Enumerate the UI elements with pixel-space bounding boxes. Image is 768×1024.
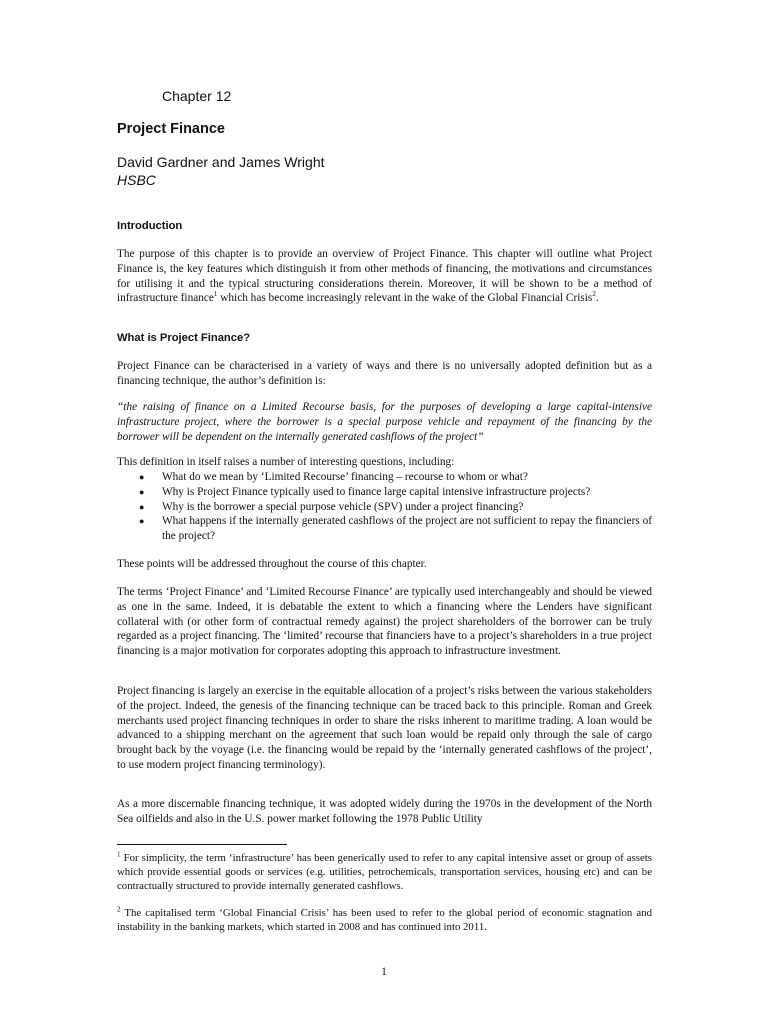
list-item: ● Why is Project Finance typically used to finance large capital intensive infrastructure projects? (139, 485, 591, 498)
footnote-2: $^2$ The capitalised term ‘Global Financial Crisis’ has been used to refer to the global period of economic stagnation and instability in the banking markets, which started in 2008 and has continued into 2011. (117, 905, 652, 933)
bullet-icon: ● (139, 486, 145, 497)
chapter-title: Project Finance (117, 121, 225, 137)
points-addressed-paragraph: These points will be addressed throughout the course of this chapter. (117, 558, 427, 570)
page-number: 1 (381, 966, 387, 978)
footnote-1: $^1$ For simplicity, the term ‘infrastructure’ has been generically used to refer to any capital intensive asset or group of assets which provide essential goods or services (e.g. utilities, petrochemicals, transportation services, housing etc) and can be contractually structured to provide internally generated cashflows. (117, 850, 652, 892)
bullet-icon: ● (139, 501, 145, 512)
list-item: ● Why is the borrower a special purpose vehicle (SPV) under a project financing? (139, 500, 524, 513)
bullet-icon: ● (139, 516, 145, 527)
footnote-ref-2: 2 (592, 290, 596, 299)
bullet-icon: ● (139, 472, 145, 482)
definition-quote: “the raising of finance on a Limited Recourse basis, for the purposes of developing a large capital-intensive infrastructure project, where the borrower is a special purpose vehicle and repayment of the financing by the borrower will be dependent on the internally generated cashflows of the project” (117, 401, 652, 443)
section-heading-introduction: Introduction (117, 220, 183, 232)
authors: David Gardner and James Wright (117, 154, 325, 170)
intro-text-3: . (595, 292, 599, 305)
chapter-label: Chapter 12 (162, 88, 232, 104)
history-paragraph: As a more discernable financing technique, it was adopted widely during the 1970s in the development of the North Sea oilfields and also in the U.S. power market following the 1978 Public Utility (117, 798, 652, 825)
questions-list (117, 470, 652, 544)
questions-intro: This definition in itself raises a number of interesting questions, including: (117, 456, 455, 468)
definition-intro-paragraph: Project Finance can be characterised in a variety of ways and there is no universally adopted definition but as a financing technique, the author’s definition is: (117, 360, 652, 387)
list-item: ● What happens if the internally generated cashflows of the project are not sufficient to repay the financiers of the project? (139, 515, 652, 543)
risk-allocation-paragraph: Project financing is largely an exercise in the equitable allocation of a project’s risks between the various stakeholders of the project. Indeed, the genesis of the financing technique can be traced back to this principle. Roman and Greek merchants used project financing techniques in order to share the risks inherent to maritime trading. A loan would be advanced to a shipping merchant on the agreement that such loan would be repaid only through the sale of cargo brought back by the voyage (i.e. the financing would be repaid by the ‘internally generated cashflows of the project’, to use modern project financing terminology). (117, 685, 652, 771)
footnote-divider (117, 844, 287, 845)
list-item: ● What do we mean by ‘Limited Recourse’ financing – recourse to whom or what? (139, 471, 528, 483)
introduction-paragraph (117, 247, 652, 306)
footnote-ref-1: 1 (213, 290, 218, 299)
limited-recourse-paragraph: The terms ‘Project Finance’ and ‘Limited Recourse Finance’ are typically used interchangeably and should be viewed as one in the same. Indeed, it is debatable the extent to which a financing where the Lenders have significant collateral with (or other form of contractual remedy against) the project shareholders of the borrower can be truly regarded as a project financing. The ‘limited’ recourse that financiers have to a project’s shareholders in a true project financing is a major motivation for corporates adopting this approach to infrastructure investment. (117, 586, 652, 658)
section-heading-what-is: What is Project Finance? (117, 332, 251, 344)
organization: HSBC (117, 172, 156, 188)
intro-text-2: which has become increasingly relevant in the wake of the Global Financial Crisis (217, 292, 593, 305)
intro-text-1: The purpose of this chapter is to provide an overview of Project Finance. This chapter will outline what Project Finance is, the key features which distinguish it from other methods of financing, the motivations and circumstances for utilising it and the typical structuring considerations therein. Moreover, it will be shown to be a method of infrastructure finance (117, 248, 652, 305)
